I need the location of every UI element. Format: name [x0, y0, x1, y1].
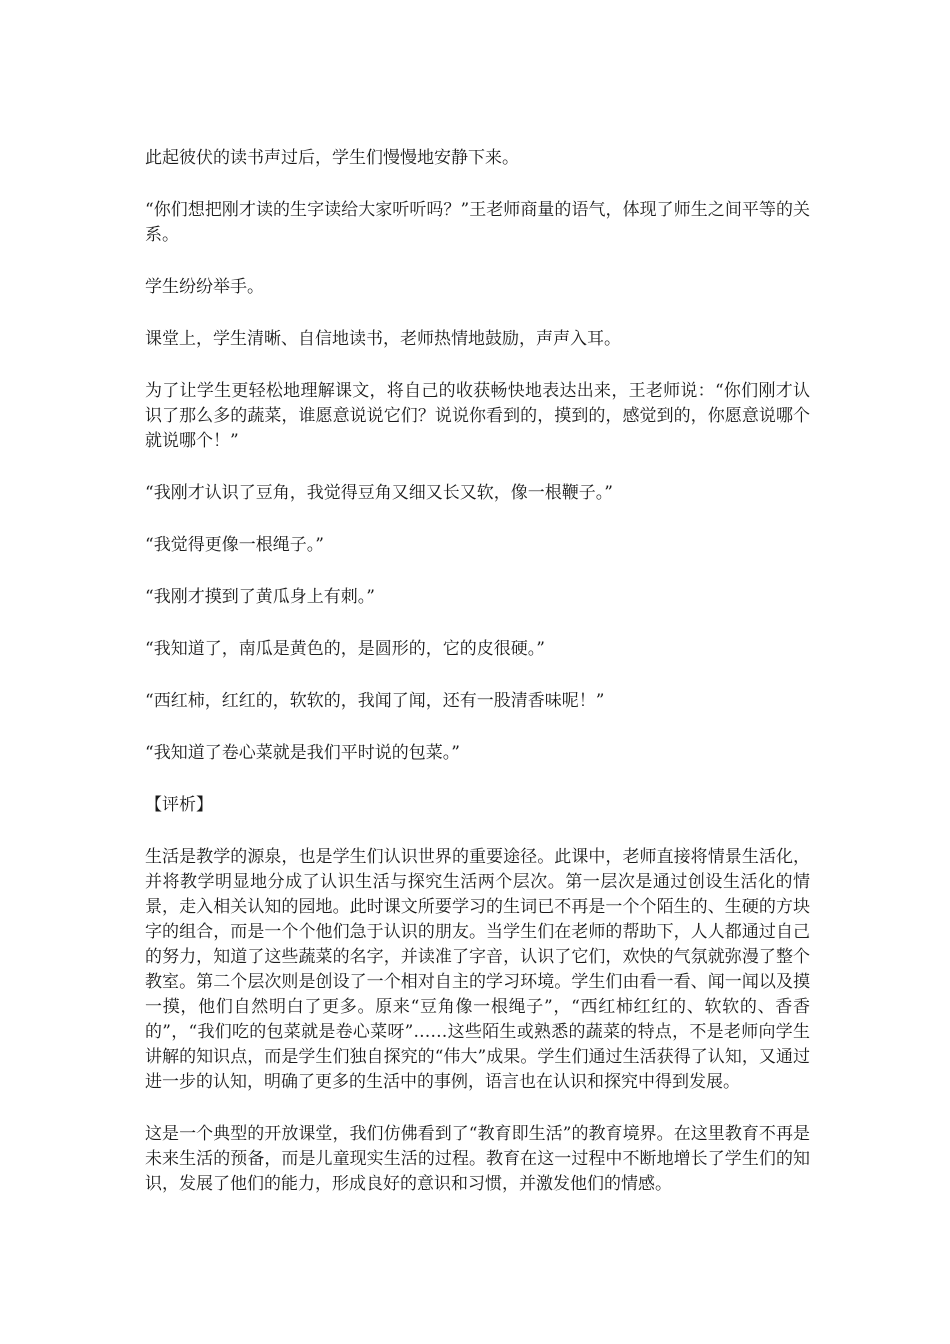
paragraph-classroom-reading: 课堂上，学生清晰、自信地读书，老师热情地鼓励，声声入耳。 [145, 329, 621, 349]
paragraph-student-tomato: “西红柿，红红的，软软的，我闻了闻，还有一股清香味呢！” [145, 691, 605, 711]
paragraph-quiet-down: 此起彼伏的读书声过后，学生们慢慢地安静下来。 [145, 148, 519, 168]
section-heading-analysis: 【评析】 [145, 795, 213, 815]
paragraph-student-rope: “我觉得更像一根绳子。” [145, 535, 324, 555]
document-body [145, 146, 810, 1197]
paragraph-students-raise-hands: 学生纷纷举手。 [145, 277, 264, 297]
paragraph-analysis-conclusion: 这是一个典型的开放课堂，我们仿佛看到了“教育即生活”的教育境界。在这里教育不再是未来生活的预备，而是儿童现实生活的过程。教育在这一过程中不断地增长了学生们的知识，发展了他们的能力，形成良好的意识和习惯，并激发他们的情感。 [145, 1124, 810, 1194]
paragraph-analysis-main: 生活是教学的源泉，也是学生们认识世界的重要途径。此课中，老师直接将情景生活化，并将教学明显地分成了认识生活与探究生活两个层次。第一层次是通过创设生活化的情景，走入相关认知的园地。此时课文所要学习的生词已不再是一个个陌生的、生硬的方块字的组合，而是一个个他们急于认识的朋友。当学生们在老师的帮助下，人人都通过自己的努力，知道了这些蔬菜的名字，并读准了字音，认识了它们，欢快的气氛就弥漫了整个教室。第二个层次则是创设了一个相对自主的学习环境。学生们由看一看、闻一闻以及摸一摸，他们自然明白了更多。原来“豆角像一根绳子”，“西红柿红红的、软软的、香香的”，“我们吃的包菜就是卷心菜呀”……这些陌生或熟悉的蔬菜的特点，不是老师向学生讲解的知识点，而是学生们独自探究的“伟大”成果。学生们通过生活获得了认知，又通过进一步的认知，明确了更多的生活中的事例，语言也在认识和探究中得到发展。 [145, 847, 810, 1092]
paragraph-teacher-question: “你们想把刚才读的生字读给大家听听吗？”王老师商量的语气，体现了师生之间平等的关系。 [145, 200, 810, 245]
paragraph-student-bean: “我刚才认识了豆角，我觉得豆角又细又长又软，像一根鞭子。” [145, 483, 613, 503]
paragraph-student-pumpkin: “我知道了，南瓜是黄色的，是圆形的，它的皮很硬。” [145, 639, 545, 659]
paragraph-teacher-prompt: 为了让学生更轻松地理解课文，将自己的收获畅快地表达出来，王老师说：“你们刚才认识了那么多的蔬菜，谁愿意说说它们？说说你看到的，摸到的，感觉到的，你愿意说哪个就说哪个！” [145, 381, 810, 451]
paragraph-student-cucumber: “我刚才摸到了黄瓜身上有刺。” [145, 587, 375, 607]
paragraph-student-cabbage: “我知道了卷心菜就是我们平时说的包菜。” [145, 743, 460, 763]
